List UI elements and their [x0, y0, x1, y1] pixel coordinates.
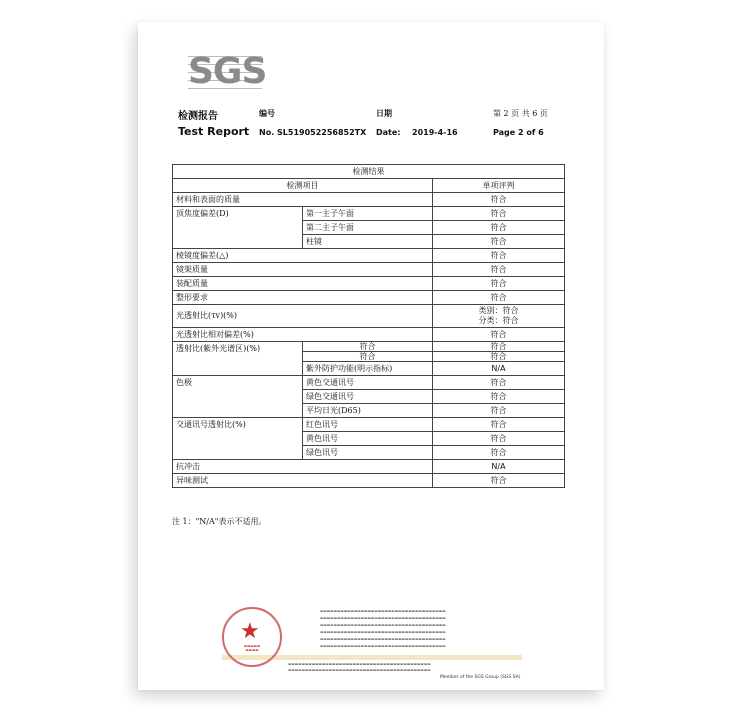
- table-row: [173, 460, 565, 474]
- result-cell: 符合: [433, 291, 565, 305]
- table-title: 检测结果: [173, 165, 565, 179]
- result-cell: [433, 305, 565, 328]
- sub-item-cell: 符合: [303, 342, 433, 352]
- table-row: [173, 291, 565, 305]
- item-cell: 整形要求: [173, 291, 433, 305]
- result-cell: 符合: [433, 376, 565, 390]
- result-cell: 符合: [433, 277, 565, 291]
- result-cell: 符合: [433, 328, 565, 342]
- logo-text: SGS: [188, 51, 267, 92]
- table-row: [173, 342, 565, 352]
- item-cell: 交通讯号透射比(%): [173, 418, 303, 460]
- sub-item-cell: 紫外防护功能(明示指标): [303, 362, 433, 376]
- page-number-cn: 第 2 页 共 6 页: [493, 109, 548, 118]
- footnote: 注 1："N/A"表示不适用。: [172, 517, 267, 526]
- sub-item-cell: 黄色交通讯号: [303, 376, 433, 390]
- result-cell: 符合: [433, 235, 565, 249]
- result-cell: 符合: [433, 193, 565, 207]
- report-title-en: Test Report: [178, 125, 250, 138]
- result-cell: 符合: [433, 446, 565, 460]
- member-text: Member of the SGS Group (SGS SA): [440, 675, 521, 680]
- result-cell: 符合: [433, 207, 565, 221]
- inspection-seal-icon: [222, 607, 282, 667]
- fine-print-line: ▬▬▬▬▬▬▬▬▬▬▬▬▬▬▬▬▬▬▬▬▬▬▬▬▬▬▬▬▬▬▬▬▬▬▬▬▬: [320, 644, 446, 648]
- result-line: 类别：符合: [478, 306, 519, 315]
- page-footer: [222, 605, 542, 683]
- result-cell: 符合: [433, 352, 565, 362]
- fine-print-line: ▬▬▬▬▬▬▬▬▬▬▬▬▬▬▬▬▬▬▬▬▬▬▬▬▬▬▬▬▬▬▬▬▬▬▬▬▬: [320, 623, 446, 627]
- fine-print-line: ▬▬▬▬▬▬▬▬▬▬▬▬▬▬▬▬▬▬▬▬▬▬▬▬▬▬▬▬▬▬▬▬▬▬▬▬▬: [320, 616, 446, 620]
- table-row: [173, 207, 565, 221]
- star-icon: ★: [240, 619, 260, 644]
- sub-item-cell: 红色讯号: [303, 418, 433, 432]
- item-cell: 棱镜度偏差(△): [173, 249, 433, 263]
- fine-print-line: ▬▬▬▬▬▬▬▬▬▬▬▬▬▬▬▬▬▬▬▬▬▬▬▬▬▬▬▬▬▬▬▬▬▬▬▬▬: [320, 630, 446, 634]
- sub-item-cell: 绿色交通讯号: [303, 390, 433, 404]
- table-row: [173, 474, 565, 488]
- sub-item-cell: 平均日光(D65): [303, 404, 433, 418]
- item-cell: 装配质量: [173, 277, 433, 291]
- item-cell: 色极: [173, 376, 303, 418]
- column-header-item: 检测项目: [173, 179, 433, 193]
- item-cell: 抗冲击: [173, 460, 433, 474]
- report-title-cn: 检测报告: [178, 111, 218, 122]
- fine-print-line: ▬▬▬▬▬▬▬▬▬▬▬▬▬▬▬▬▬▬▬▬▬▬▬▬▬▬▬▬▬▬▬▬▬▬▬▬▬: [320, 609, 446, 613]
- fine-print-line: ▬▬▬▬▬▬▬▬▬▬▬▬▬▬▬▬▬▬▬▬▬▬▬▬▬▬▬▬▬▬▬▬▬▬▬▬▬: [320, 637, 446, 641]
- result-cell: 符合: [433, 432, 565, 446]
- result-cell: N/A: [433, 460, 565, 474]
- table-row: [173, 263, 565, 277]
- table-row: [173, 376, 565, 390]
- column-header-result: 单项评判: [433, 179, 565, 193]
- result-cell: 符合: [433, 404, 565, 418]
- fine-print-line: ▬▬▬▬▬▬▬▬▬▬▬▬▬▬▬▬▬▬▬▬▬▬▬▬▬▬▬▬▬▬▬▬▬▬▬▬▬▬▬▬▬▬: [288, 668, 431, 672]
- result-cell: N/A: [433, 362, 565, 376]
- table-row: [173, 305, 565, 328]
- table-row: [173, 418, 565, 432]
- result-cell: 符合: [433, 390, 565, 404]
- seal-text-graphic: ▬▬▬▬▬ ▬▬▬▬: [243, 644, 261, 652]
- date-value: 2019-4-16: [412, 128, 458, 137]
- item-cell: 镜架质量: [173, 263, 433, 277]
- table-row: [173, 249, 565, 263]
- page-number-en: Page 2 of 6: [493, 128, 544, 137]
- report-page: [138, 22, 604, 690]
- result-cell: 符合: [433, 474, 565, 488]
- date-en-label: Date:: [376, 128, 401, 137]
- item-cell: 顶焦度偏差(D): [173, 207, 303, 249]
- item-cell: 透射比(紫外光谱区)(%): [173, 342, 303, 376]
- table-row: [173, 193, 565, 207]
- number-value: No. SL519052256852TX: [259, 128, 367, 137]
- result-cell: 符合: [433, 418, 565, 432]
- fine-print-line: ▬▬▬▬▬▬▬▬▬▬▬▬▬▬▬▬▬▬▬▬▬▬▬▬▬▬▬▬▬▬▬▬▬▬▬▬▬▬▬▬▬▬: [288, 662, 431, 666]
- number-label: 编号: [259, 108, 275, 118]
- sub-item-cell: 第一主子午面: [303, 207, 433, 221]
- item-cell: 异味测试: [173, 474, 433, 488]
- sub-item-cell: 符合: [303, 352, 433, 362]
- result-cell: 符合: [433, 221, 565, 235]
- sub-item-cell: 柱镜: [303, 235, 433, 249]
- sgs-logo: [188, 50, 267, 94]
- item-cell: 光透射比相对偏差(%): [173, 328, 433, 342]
- result-line: 分类：符合: [478, 316, 519, 325]
- result-cell: 符合: [433, 342, 565, 352]
- table-row: [173, 277, 565, 291]
- table-row: [173, 328, 565, 342]
- sub-item-cell: 黄色讯号: [303, 432, 433, 446]
- results-table: [172, 164, 565, 488]
- item-cell: 光透射比(τv)(%): [173, 305, 433, 328]
- result-cell: 符合: [433, 249, 565, 263]
- sub-item-cell: 第二主子午面: [303, 221, 433, 235]
- item-cell: 材料和表面的质量: [173, 193, 433, 207]
- result-cell: 符合: [433, 263, 565, 277]
- date-label: 日期: [376, 108, 392, 118]
- sub-item-cell: 绿色讯号: [303, 446, 433, 460]
